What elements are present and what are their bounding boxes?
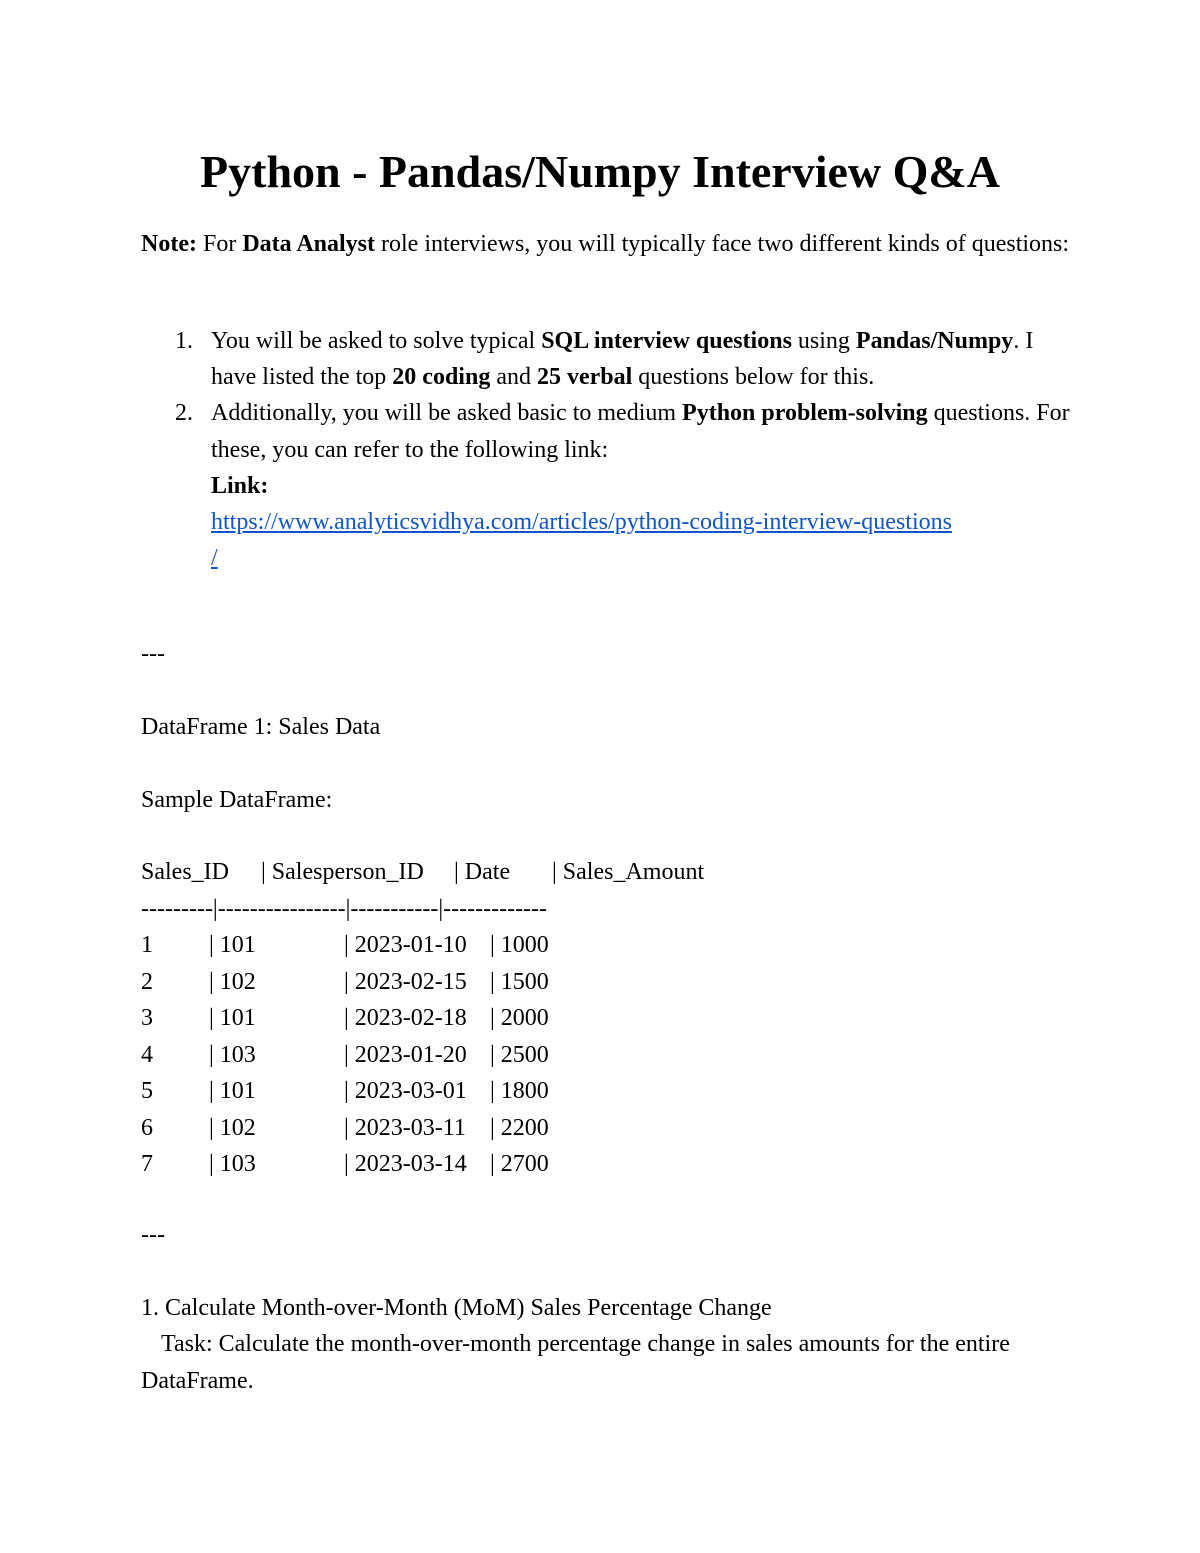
sample-label: Sample DataFrame: <box>141 787 333 813</box>
page-title: Python - Pandas/Numpy Interview Q&A <box>200 146 1000 197</box>
document-page: Python - Pandas/Numpy Interview Q&A Note: For Data Analyst role interviews, you will typically face two different kinds of questions: 1. You will be asked to solve typical SQL interview questions using Pandas/Numpy. I have listed the top 20 coding and 25 verbal questions below for this. 2. Additionally, you will be asked basic to medium Python problem-solving questions. For these, you can refer to the following link: Link: https://www.analyticsvidhya.com/articles/python-coding-interview-questions / --- DataFrame 1: Sales Data Sample DataFrame: Sales_ID | Salesperson_ID | Date | Sales_Amount ---------|----------------|-----------|------------- 1 | 101 | 2023-01-10 | 1000 2 | 102 | 2023-02-15 | 1500 3 | 101 | 2023-02-18 | 2000 4 | 103 | 2023-01-20 | 2500 5 | 101 | 2023-03-01 | 1800 6 | 102 | 2023-03-11 | 2200 7 | 103 | 2023-03-14 | 2700 --- 1. Calculate Month-over-Month (MoM) Sales Percentage Change Task: Calculate the month-over-month percentage change in sales amounts for the entire DataFrame. <box>0 0 1200 1553</box>
question-task: Task: Calculate the month-over-month percentage change in sales amounts for the entire DataFrame. <box>141 1331 1010 1394</box>
list-item: 2. Additionally, you will be asked basic to medium Python problem-solving questions. For these, you can refer to the following link: Link: https://www.analyticsvidhya.com/articles/python-coding-interview-questions / <box>141 395 1071 576</box>
note-paragraph: Note: For Data Analyst role interviews, you will typically face two different kinds of questions: <box>141 231 1070 257</box>
separator: --- <box>141 641 165 667</box>
note-label: Note: <box>141 231 197 257</box>
analyticsvidhya-link[interactable]: https://www.analyticsvidhya.com/articles/python-coding-interview-questions / <box>211 509 952 572</box>
separator: --- <box>141 1222 165 1248</box>
list-item: 1. You will be asked to solve typical SQL interview questions using Pandas/Numpy. I have listed the top 20 coding and 25 verbal questions below for this. <box>141 323 1071 395</box>
link-label: Link: <box>211 472 269 499</box>
list-number: 2. <box>175 400 193 427</box>
list-number: 1. <box>175 328 193 354</box>
dataframe-title: DataFrame 1: Sales Data <box>141 714 381 740</box>
question-title: 1. Calculate Month-over-Month (MoM) Sales Percentage Change <box>141 1295 772 1321</box>
question-type-list <box>141 323 1071 576</box>
